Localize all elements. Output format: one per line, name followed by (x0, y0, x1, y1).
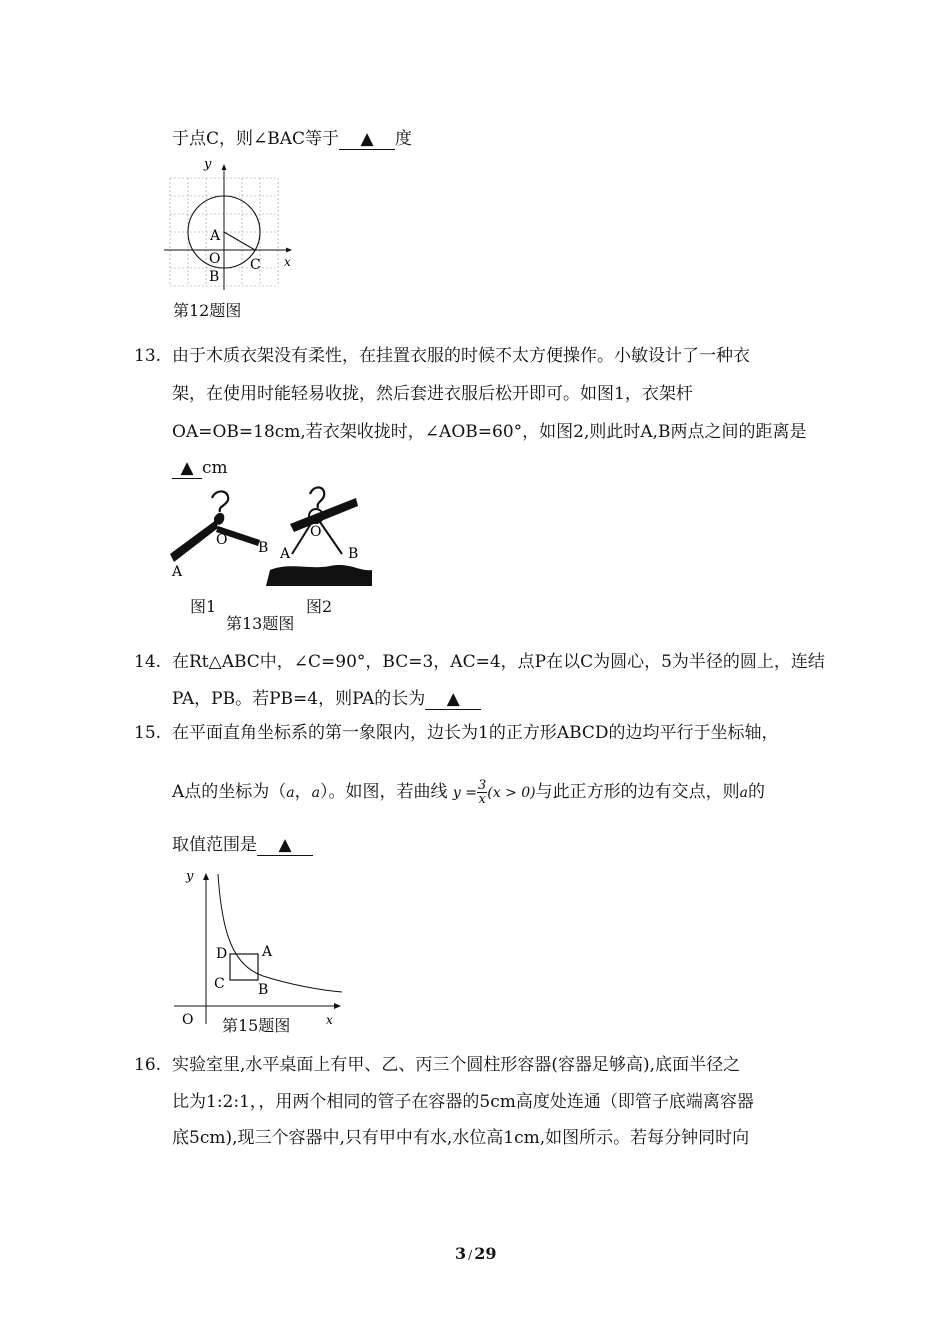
q15-var-a2: a (311, 785, 320, 801)
q15-var-a3: a (739, 785, 748, 801)
page-total: 29 (474, 1244, 497, 1263)
q15-frac-den: x (478, 792, 486, 807)
q12-caption: 第12题图 (173, 301, 242, 320)
q12-label-b: B (209, 269, 220, 285)
q15-label-o: O (182, 1012, 194, 1028)
q13-line1: 由于木质衣架没有柔性，在挂置衣服的时候不太方便操作。小敏设计了一种衣 (172, 346, 750, 366)
q15-line1: 在平面直角坐标系的第一象限内，边长为1的正方形ABCD的边均平行于坐标轴， (172, 723, 779, 743)
q12-label-x: x (284, 255, 291, 269)
q15-figure (168, 866, 353, 1036)
q13-label-a2: A (280, 546, 291, 562)
q15-label-d: D (216, 946, 228, 962)
q16-line1: 实验室里,水平桌面上有甲、乙、丙三个圆柱形容器(容器足够高),底面半径之 (172, 1055, 741, 1075)
q15-fraction (477, 779, 487, 806)
q12-label-o: O (209, 251, 221, 267)
q14-number: 14. (134, 652, 162, 672)
q15-label-b: B (258, 982, 269, 998)
q13-label-o2: O (310, 524, 322, 540)
q15-caption: 第15题图 (222, 1016, 291, 1035)
q15-answer-blank: ▲ (257, 835, 313, 856)
q15-curve (218, 874, 342, 992)
q14-line2-text: PA，PB。若PB=4，则PA的长为 (172, 689, 426, 709)
q14-line1: 在Rt△ABC中，∠C=90°，BC=3，AC=4，点P在以C为圆心，5为半径的圆上，连结 (172, 652, 825, 672)
q15-text-d: 的 (748, 782, 765, 802)
q15-label-c: C (214, 976, 225, 992)
q15-y-arrow (203, 873, 209, 880)
q15-x-arrow (334, 1003, 341, 1009)
q12-label-a: A (210, 228, 221, 244)
q15-label-y: y (186, 869, 194, 884)
q15-frac-num: 3 (478, 778, 487, 793)
q13-label-b2: B (348, 546, 359, 562)
q13-fig2-label: 图2 (306, 597, 333, 616)
page-separator: / (468, 1248, 473, 1262)
q12-text (172, 128, 412, 150)
q13-label-o1: O (216, 532, 228, 548)
q15-line2 (172, 772, 765, 813)
q15-text-a: A点的坐标为（ (172, 782, 287, 802)
q13-unit: cm (202, 458, 228, 478)
q13-fig1-label: 图1 (190, 597, 217, 616)
q12-label-c: C (250, 257, 261, 273)
q13-label-a1: A (172, 564, 183, 580)
q14-answer-blank: ▲ (425, 689, 481, 710)
q12-text-post: 度 (395, 129, 413, 149)
q15-square (230, 954, 258, 980)
q13-number: 13. (134, 346, 162, 366)
q15-label-a: A (262, 944, 273, 960)
q12-answer-blank: ▲ (339, 129, 395, 150)
q12-y-arrow (222, 164, 227, 170)
q14-line2 (172, 688, 481, 710)
q15-comma: ， (294, 782, 312, 802)
q13-line4 (172, 457, 228, 479)
q15-line3-text: 取值范围是 (172, 835, 257, 855)
q15-var-a1: a (286, 785, 295, 801)
page-current: 3 (455, 1244, 467, 1263)
q16-line3: 底5cm),现三个容器中,只有甲中有水,水位高1cm,如图所示。若每分钟同时向 (172, 1128, 750, 1148)
q12-x-arrow (286, 248, 292, 253)
q13-caption: 第13题图 (226, 614, 295, 633)
q15-text-b: ）。如图，若曲线 (320, 782, 448, 802)
q13-label-b1: B (258, 540, 269, 556)
q13-hanger-1 (170, 491, 260, 562)
q16-number: 16. (134, 1055, 162, 1075)
q15-text-c: 与此正方形的边有交点，则 (535, 782, 740, 802)
q13-figure (160, 482, 390, 592)
q13-line3: OA=OB=18cm,若衣架收拢时，∠AOB=60°，如图2,则此时A,B两点之间的距离是 (172, 422, 807, 442)
q15-line3 (172, 834, 313, 856)
q13-line2: 架，在使用时能轻易收拢，然后套进衣服后松开即可。如图1，衣架杆 (172, 384, 693, 404)
q16-line2: 比为1:2:1，，用两个相同的管子在容器的5cm高度处连通（即管子底端离容器 (172, 1092, 754, 1112)
q12-label-y: y (204, 157, 212, 172)
q15-label-x: x (326, 1013, 333, 1027)
q15-eq-cond: (x > 0) (487, 785, 536, 801)
q12-segment-ac (224, 232, 255, 250)
q15-eq-y: y = (452, 785, 477, 801)
q13-answer-blank: ▲ (172, 458, 202, 479)
q15-number: 15. (134, 723, 162, 743)
page-number (455, 1244, 496, 1263)
q12-text-pre: 于点C，则∠BAC等于 (172, 129, 340, 149)
